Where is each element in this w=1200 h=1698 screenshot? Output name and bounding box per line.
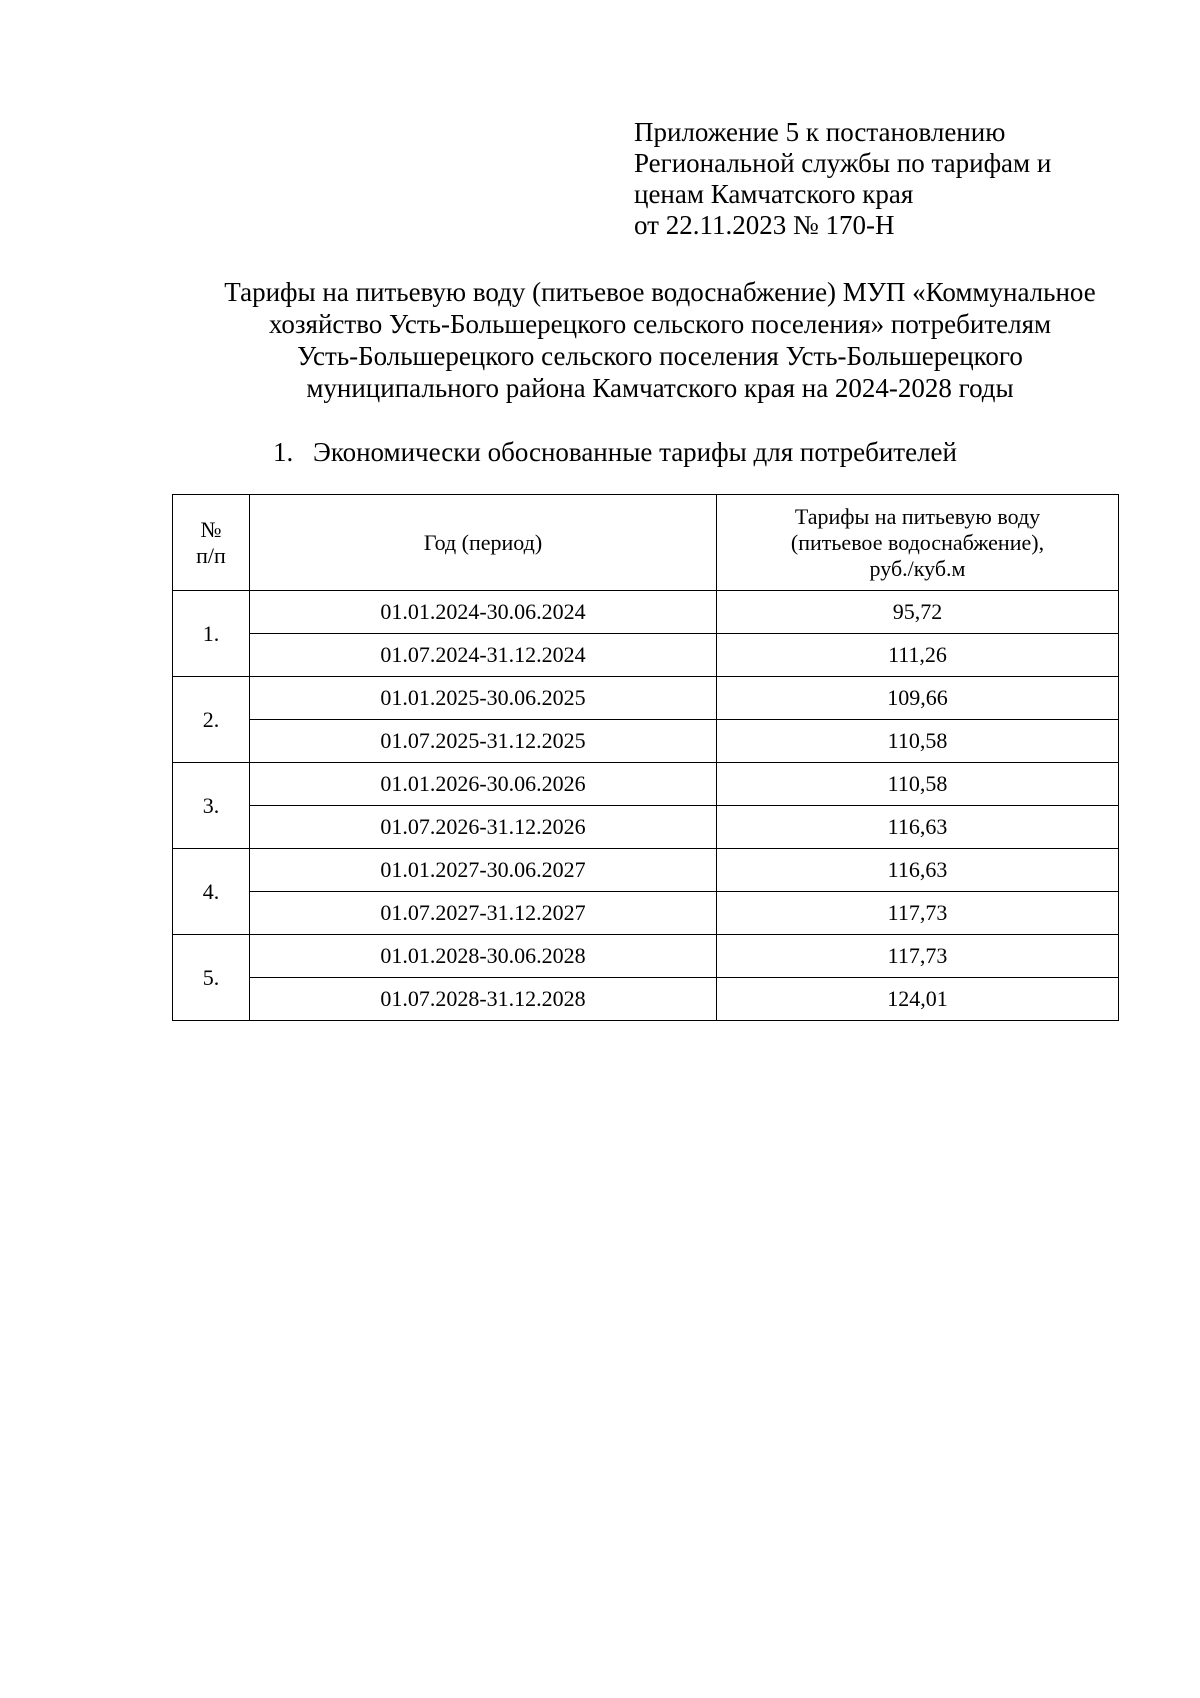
row-tariff: 109,66 <box>717 677 1119 720</box>
row-tariff: 117,73 <box>717 935 1119 978</box>
header-tariff-line: (питьевое водоснабжение), <box>790 529 1045 555</box>
row-period: 01.07.2025-31.12.2025 <box>250 720 717 763</box>
row-period: 01.07.2026-31.12.2026 <box>250 806 717 849</box>
row-tariff: 117,73 <box>717 892 1119 935</box>
row-number: 4. <box>173 849 250 935</box>
row-number: 1. <box>173 591 250 677</box>
row-period: 01.01.2027-30.06.2027 <box>250 849 717 892</box>
annex-line: Региональной службы по тарифам и <box>634 148 1052 178</box>
row-tariff: 110,58 <box>717 763 1119 806</box>
section-number: 1. <box>273 437 294 467</box>
row-period: 01.07.2027-31.12.2027 <box>250 892 717 935</box>
row-number: 3. <box>173 763 250 849</box>
header-tariff-line: руб./куб.м <box>869 555 966 581</box>
table-row <box>173 634 1119 677</box>
row-tariff: 124,01 <box>717 978 1119 1021</box>
section-heading <box>273 436 957 468</box>
row-number: 2. <box>173 677 250 763</box>
annex-reference <box>634 117 1104 241</box>
table-row <box>173 720 1119 763</box>
title-line: хозяйство Усть-Большерецкого сельского поселения» потребителям <box>268 309 1052 339</box>
header-number-line: № <box>200 516 222 542</box>
row-period: 01.01.2028-30.06.2028 <box>250 935 717 978</box>
row-period: 01.07.2024-31.12.2024 <box>250 634 717 677</box>
table-row <box>173 591 1119 634</box>
header-period: Год (период) <box>250 495 717 591</box>
header-tariff <box>717 495 1119 591</box>
table-header-row <box>173 495 1119 591</box>
table-row <box>173 978 1119 1021</box>
table-row <box>173 677 1119 720</box>
row-tariff: 110,58 <box>717 720 1119 763</box>
tariff-table <box>172 494 1119 1021</box>
annex-line: от 22.11.2023 № 170-Н <box>634 210 895 240</box>
section-text: Экономически обоснованные тарифы для потребителей <box>313 437 957 467</box>
row-period: 01.01.2026-30.06.2026 <box>250 763 717 806</box>
row-number: 5. <box>173 935 250 1021</box>
row-period: 01.07.2028-31.12.2028 <box>250 978 717 1021</box>
header-tariff-line: Тарифы на питьевую воду <box>794 503 1041 529</box>
row-period: 01.01.2024-30.06.2024 <box>250 591 717 634</box>
row-tariff: 111,26 <box>717 634 1119 677</box>
header-number <box>173 495 250 591</box>
table-row <box>173 935 1119 978</box>
row-tariff: 116,63 <box>717 806 1119 849</box>
table-row <box>173 892 1119 935</box>
table-row <box>173 806 1119 849</box>
table-row <box>173 849 1119 892</box>
row-period: 01.01.2025-30.06.2025 <box>250 677 717 720</box>
title-line: Усть-Большерецкого сельского поселения Усть-Большерецкого <box>297 341 1023 371</box>
row-tariff: 116,63 <box>717 849 1119 892</box>
annex-line: Приложение 5 к постановлению <box>634 117 1006 147</box>
title-line: Тарифы на питьевую воду (питьевое водоснабжение) МУП «Коммунальное <box>224 277 1096 307</box>
table-row <box>173 763 1119 806</box>
row-tariff: 95,72 <box>717 591 1119 634</box>
title-line: муниципального района Камчатского края на 2024-2028 годы <box>306 373 1014 403</box>
document-title <box>160 276 1160 404</box>
header-number-line: п/п <box>196 542 226 568</box>
annex-line: ценам Камчатского края <box>634 179 914 209</box>
